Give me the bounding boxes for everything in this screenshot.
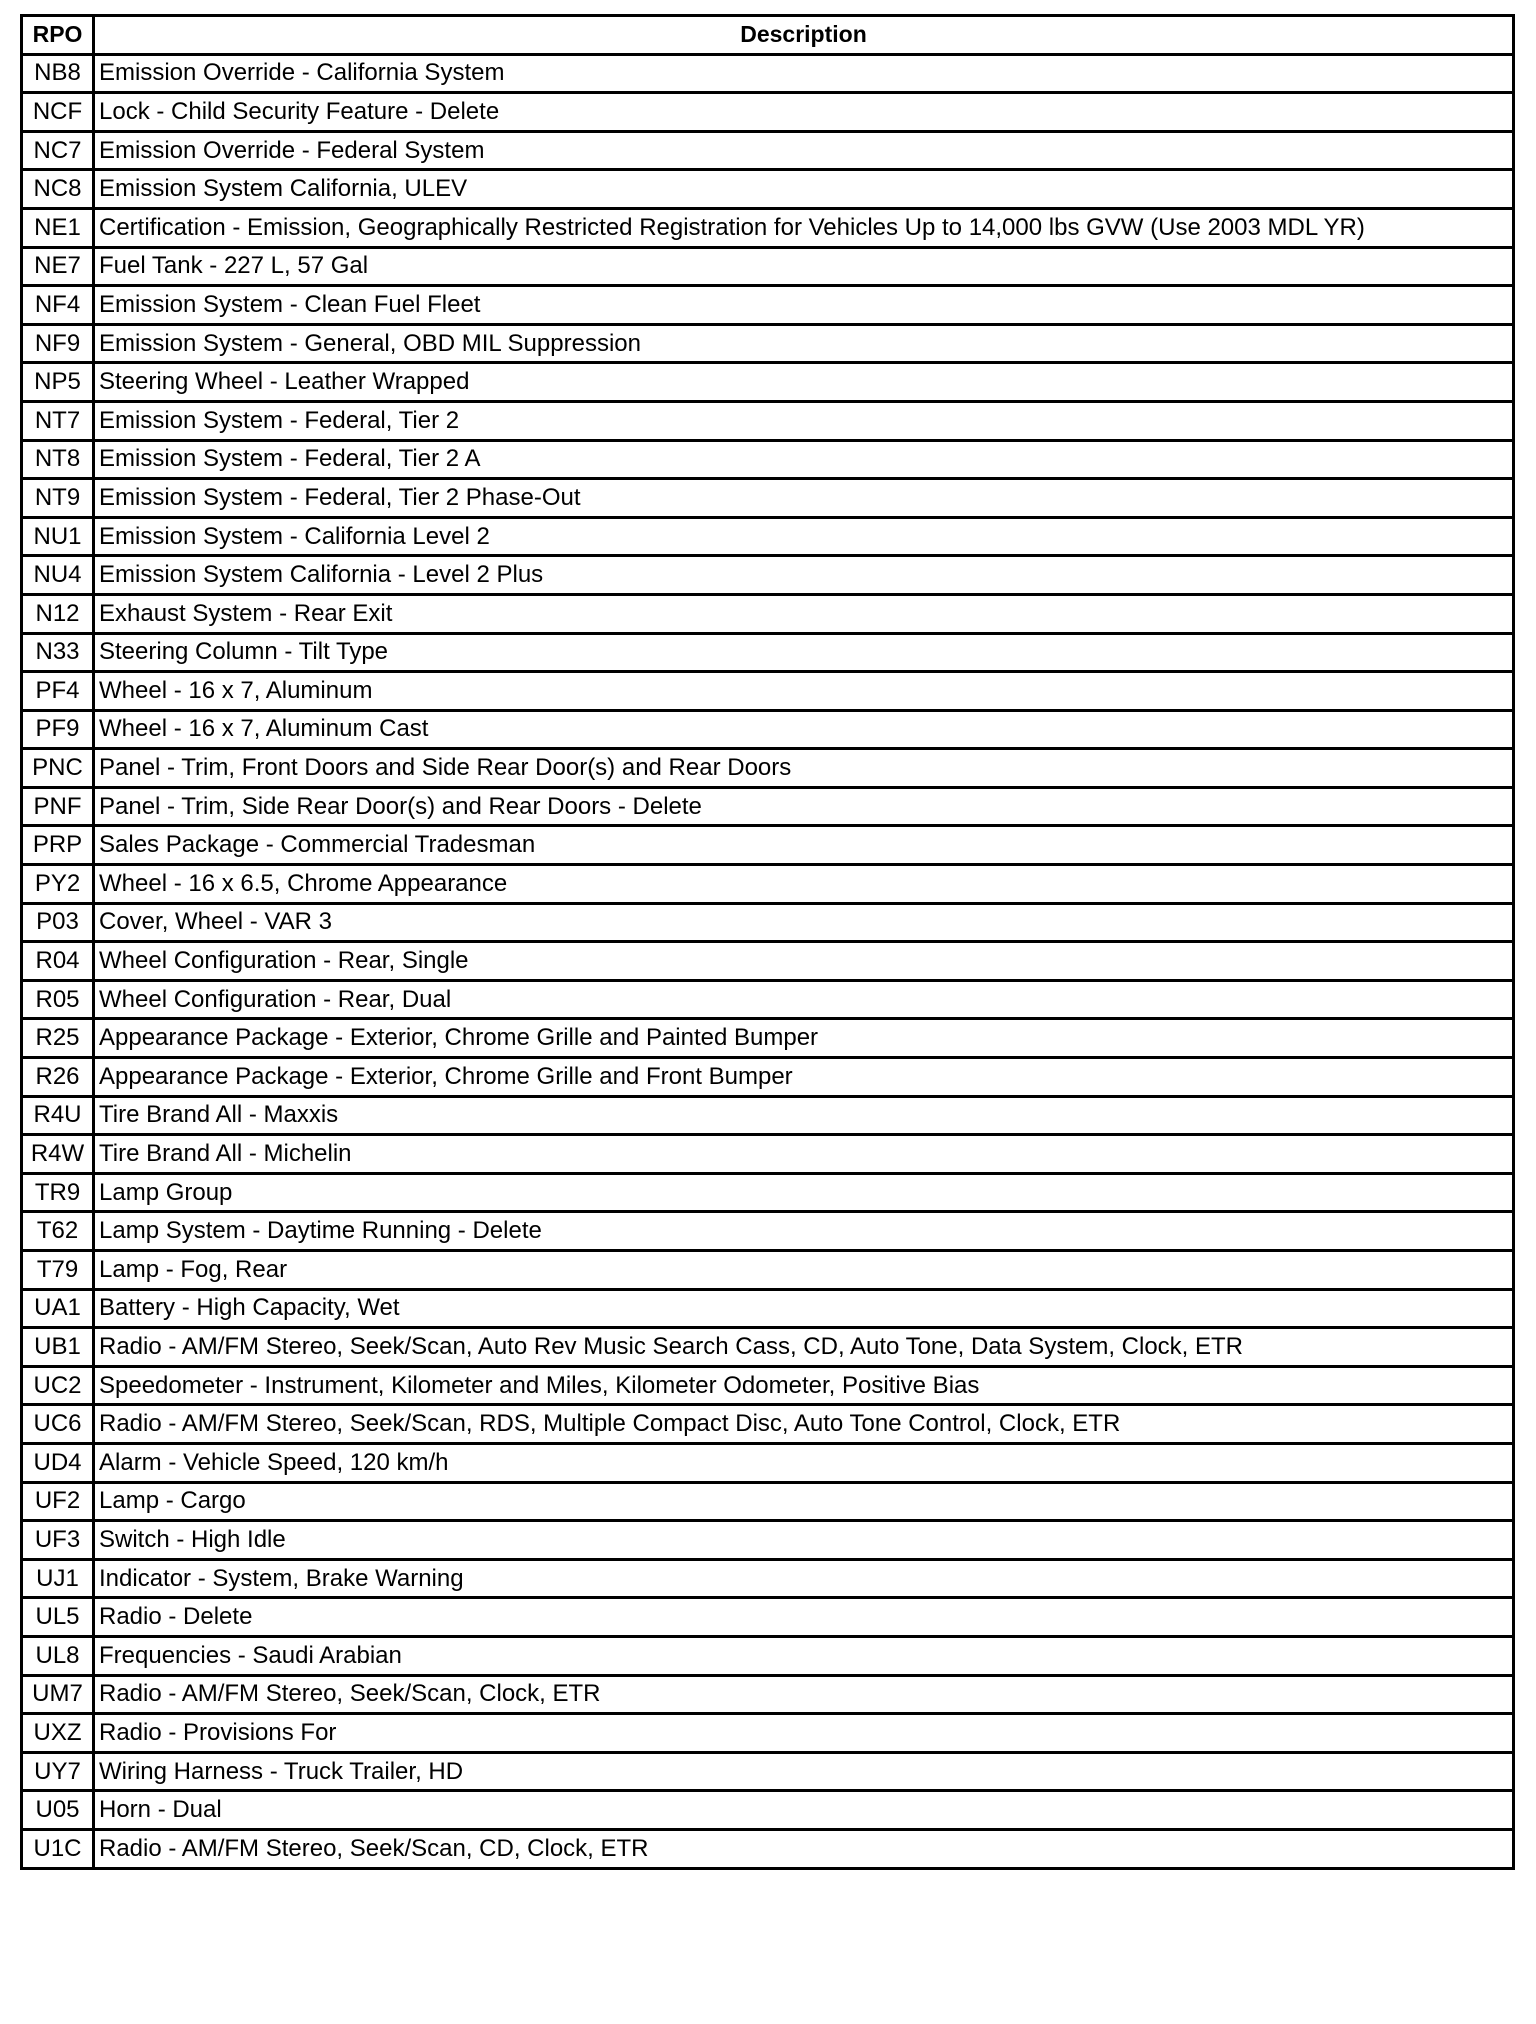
table-row — [22, 1405, 1514, 1444]
description-cell: Radio - Provisions For — [94, 1714, 1514, 1753]
table-row — [22, 865, 1514, 904]
rpo-code-cell: NC8 — [22, 170, 94, 209]
rpo-column-header: RPO — [22, 16, 94, 55]
description-cell: Tire Brand All - Michelin — [94, 1135, 1514, 1174]
table-row — [22, 1559, 1514, 1598]
description-cell: Wheel Configuration - Rear, Dual — [94, 980, 1514, 1019]
table-row — [22, 980, 1514, 1019]
rpo-code-cell: PRP — [22, 826, 94, 865]
table-row — [22, 208, 1514, 247]
rpo-code-cell: NC7 — [22, 131, 94, 170]
table-row — [22, 826, 1514, 865]
rpo-code-cell: NE1 — [22, 208, 94, 247]
table-row — [22, 1058, 1514, 1097]
description-cell: Radio - Delete — [94, 1598, 1514, 1637]
rpo-code-cell: UL8 — [22, 1636, 94, 1675]
table-row — [22, 594, 1514, 633]
description-cell: Indicator - System, Brake Warning — [94, 1559, 1514, 1598]
description-cell: Emission Override - California System — [94, 54, 1514, 93]
table-row — [22, 710, 1514, 749]
table-row — [22, 1251, 1514, 1290]
rpo-code-cell: UD4 — [22, 1443, 94, 1482]
rpo-code-cell: UC2 — [22, 1366, 94, 1405]
description-cell: Steering Column - Tilt Type — [94, 633, 1514, 672]
description-cell: Appearance Package - Exterior, Chrome Grille and Painted Bumper — [94, 1019, 1514, 1058]
table-row — [22, 286, 1514, 325]
rpo-code-cell: NE7 — [22, 247, 94, 286]
rpo-code-cell: R4W — [22, 1135, 94, 1174]
table-row — [22, 1135, 1514, 1174]
rpo-code-cell: NU4 — [22, 556, 94, 595]
description-cell: Fuel Tank - 227 L, 57 Gal — [94, 247, 1514, 286]
description-cell: Radio - AM/FM Stereo, Seek/Scan, CD, Clock, ETR — [94, 1829, 1514, 1868]
table-row — [22, 1019, 1514, 1058]
rpo-code-cell: T79 — [22, 1251, 94, 1290]
description-cell: Emission System California - Level 2 Plus — [94, 556, 1514, 595]
rpo-code-cell: PNC — [22, 749, 94, 788]
rpo-code-cell: NP5 — [22, 363, 94, 402]
rpo-code-cell: UL5 — [22, 1598, 94, 1637]
description-cell: Cover, Wheel - VAR 3 — [94, 903, 1514, 942]
description-cell: Emission System - Clean Fuel Fleet — [94, 286, 1514, 325]
table-row — [22, 1752, 1514, 1791]
table-row — [22, 1443, 1514, 1482]
table-row — [22, 247, 1514, 286]
rpo-code-cell: U1C — [22, 1829, 94, 1868]
table-row — [22, 903, 1514, 942]
rpo-code-cell: NCF — [22, 93, 94, 132]
description-cell: Wheel - 16 x 7, Aluminum Cast — [94, 710, 1514, 749]
description-cell: Wheel Configuration - Rear, Single — [94, 942, 1514, 981]
header-row — [22, 16, 1514, 55]
rpo-code-cell: R26 — [22, 1058, 94, 1097]
description-column-header: Description — [94, 16, 1514, 55]
description-cell: Emission System - Federal, Tier 2 — [94, 401, 1514, 440]
rpo-code-cell: R4U — [22, 1096, 94, 1135]
rpo-code-cell: N12 — [22, 594, 94, 633]
description-cell: Certification - Emission, Geographically Restricted Registration for Vehicles Up to 14,000 lbs GVW (Use 2003 MDL YR) — [94, 208, 1514, 247]
rpo-code-cell: UB1 — [22, 1328, 94, 1367]
table-row — [22, 1675, 1514, 1714]
rpo-code-cell: UXZ — [22, 1714, 94, 1753]
rpo-code-cell: NF9 — [22, 324, 94, 363]
rpo-code-cell: PY2 — [22, 865, 94, 904]
rpo-code-cell: UF2 — [22, 1482, 94, 1521]
table-row — [22, 131, 1514, 170]
table-row — [22, 517, 1514, 556]
table-row — [22, 1328, 1514, 1367]
rpo-code-cell: NT8 — [22, 440, 94, 479]
description-cell: Lamp System - Daytime Running - Delete — [94, 1212, 1514, 1251]
description-cell: Wiring Harness - Truck Trailer, HD — [94, 1752, 1514, 1791]
description-cell: Emission System California, ULEV — [94, 170, 1514, 209]
rpo-code-cell: UJ1 — [22, 1559, 94, 1598]
description-cell: Appearance Package - Exterior, Chrome Grille and Front Bumper — [94, 1058, 1514, 1097]
rpo-code-cell: UC6 — [22, 1405, 94, 1444]
description-cell: Lamp - Cargo — [94, 1482, 1514, 1521]
table-row — [22, 556, 1514, 595]
description-cell: Emission System - Federal, Tier 2 A — [94, 440, 1514, 479]
table-row — [22, 479, 1514, 518]
rpo-code-cell: UA1 — [22, 1289, 94, 1328]
rpo-code-cell: TR9 — [22, 1173, 94, 1212]
description-cell: Lock - Child Security Feature - Delete — [94, 93, 1514, 132]
rpo-code-cell: UM7 — [22, 1675, 94, 1714]
description-cell: Emission Override - Federal System — [94, 131, 1514, 170]
description-cell: Exhaust System - Rear Exit — [94, 594, 1514, 633]
description-cell: Lamp - Fog, Rear — [94, 1251, 1514, 1290]
rpo-code-cell: R25 — [22, 1019, 94, 1058]
description-cell: Switch - High Idle — [94, 1521, 1514, 1560]
description-cell: Frequencies - Saudi Arabian — [94, 1636, 1514, 1675]
description-cell: Emission System - California Level 2 — [94, 517, 1514, 556]
table-row — [22, 1636, 1514, 1675]
table-row — [22, 54, 1514, 93]
rpo-code-cell: NB8 — [22, 54, 94, 93]
description-cell: Panel - Trim, Front Doors and Side Rear Door(s) and Rear Doors — [94, 749, 1514, 788]
table-row — [22, 93, 1514, 132]
table-row — [22, 749, 1514, 788]
table-row — [22, 1791, 1514, 1830]
table-row — [22, 1521, 1514, 1560]
rpo-code-cell: NF4 — [22, 286, 94, 325]
description-cell: Speedometer - Instrument, Kilometer and Miles, Kilometer Odometer, Positive Bias — [94, 1366, 1514, 1405]
table-row — [22, 1096, 1514, 1135]
rpo-code-cell: PF4 — [22, 672, 94, 711]
description-cell: Battery - High Capacity, Wet — [94, 1289, 1514, 1328]
table-row — [22, 440, 1514, 479]
description-cell: Emission System - Federal, Tier 2 Phase-Out — [94, 479, 1514, 518]
rpo-code-cell: NU1 — [22, 517, 94, 556]
table-row — [22, 1173, 1514, 1212]
description-cell: Alarm - Vehicle Speed, 120 km/h — [94, 1443, 1514, 1482]
table-row — [22, 1829, 1514, 1868]
rpo-code-cell: NT7 — [22, 401, 94, 440]
description-cell: Emission System - General, OBD MIL Suppression — [94, 324, 1514, 363]
rpo-description-table — [20, 14, 1515, 1870]
description-cell: Wheel - 16 x 7, Aluminum — [94, 672, 1514, 711]
table-body — [22, 54, 1514, 1868]
table-row — [22, 1289, 1514, 1328]
description-cell: Radio - AM/FM Stereo, Seek/Scan, RDS, Multiple Compact Disc, Auto Tone Control, Clock, ETR — [94, 1405, 1514, 1444]
rpo-code-cell: UF3 — [22, 1521, 94, 1560]
description-cell: Wheel - 16 x 6.5, Chrome Appearance — [94, 865, 1514, 904]
description-cell: Panel - Trim, Side Rear Door(s) and Rear Doors - Delete — [94, 787, 1514, 826]
table-row — [22, 1482, 1514, 1521]
table-row — [22, 1212, 1514, 1251]
rpo-code-cell: PF9 — [22, 710, 94, 749]
table-row — [22, 170, 1514, 209]
rpo-table-container — [20, 14, 1512, 1870]
rpo-code-cell: NT9 — [22, 479, 94, 518]
rpo-code-cell: UY7 — [22, 1752, 94, 1791]
rpo-code-cell: T62 — [22, 1212, 94, 1251]
rpo-code-cell: R04 — [22, 942, 94, 981]
description-cell: Radio - AM/FM Stereo, Seek/Scan, Clock, ETR — [94, 1675, 1514, 1714]
table-row — [22, 324, 1514, 363]
description-cell: Lamp Group — [94, 1173, 1514, 1212]
table-row — [22, 1714, 1514, 1753]
description-cell: Tire Brand All - Maxxis — [94, 1096, 1514, 1135]
description-cell: Horn - Dual — [94, 1791, 1514, 1830]
table-row — [22, 363, 1514, 402]
rpo-code-cell: N33 — [22, 633, 94, 672]
table-row — [22, 401, 1514, 440]
table-row — [22, 1598, 1514, 1637]
description-cell: Steering Wheel - Leather Wrapped — [94, 363, 1514, 402]
description-cell: Sales Package - Commercial Tradesman — [94, 826, 1514, 865]
rpo-code-cell: R05 — [22, 980, 94, 1019]
rpo-code-cell: PNF — [22, 787, 94, 826]
table-row — [22, 787, 1514, 826]
table-row — [22, 633, 1514, 672]
rpo-code-cell: U05 — [22, 1791, 94, 1830]
description-cell: Radio - AM/FM Stereo, Seek/Scan, Auto Rev Music Search Cass, CD, Auto Tone, Data System, Clock, ETR — [94, 1328, 1514, 1367]
table-row — [22, 672, 1514, 711]
table-row — [22, 1366, 1514, 1405]
rpo-code-cell: P03 — [22, 903, 94, 942]
table-row — [22, 942, 1514, 981]
